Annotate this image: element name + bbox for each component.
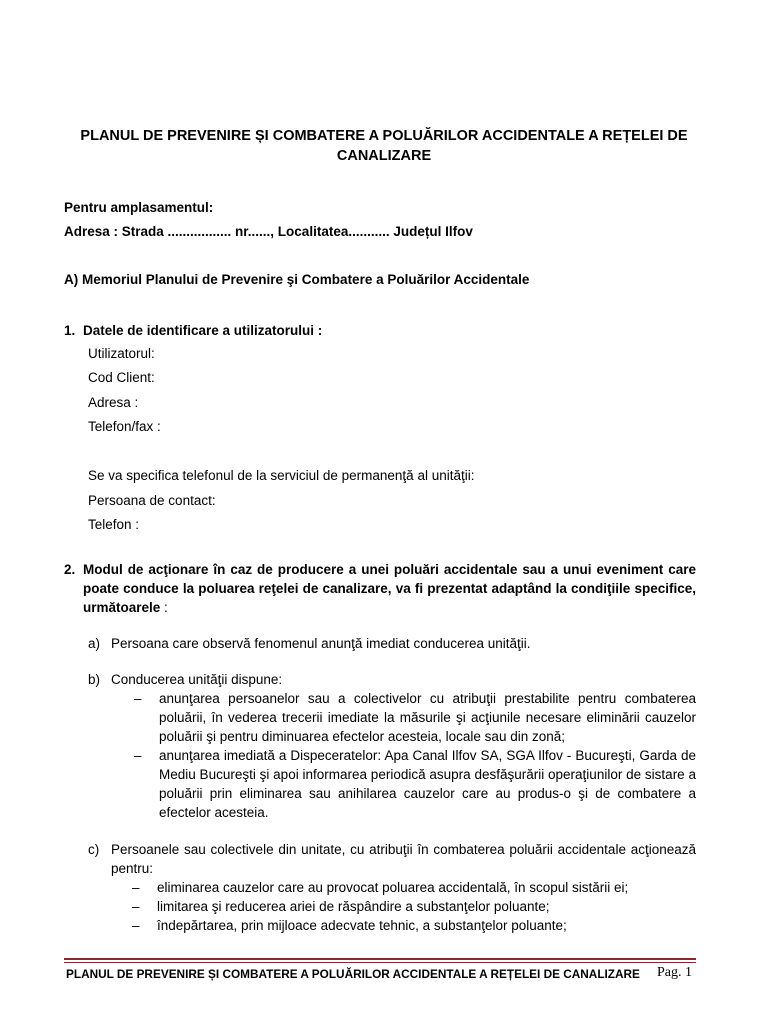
item-c-bullet-3-text: îndepărtarea, prin mijloace adecvate tehnic, a substanţelor poluante; xyxy=(157,918,567,933)
bullet-marker: – xyxy=(132,880,140,895)
document-title: PLANUL DE PREVENIRE ȘI COMBATERE A POLUĂRILOR ACCIDENTALE A REȚELEI DE CANALIZARE xyxy=(80,128,688,164)
field-contact-person: Persoana de contact: xyxy=(88,493,216,508)
item-c-bullet-2 xyxy=(132,897,694,916)
address-line: Adresa : Strada ................. nr......, Localitatea........... Județul Ilfov xyxy=(64,224,473,239)
bullet-marker: – xyxy=(132,899,140,914)
bullet-marker: – xyxy=(134,748,142,763)
footer-title: PLANUL DE PREVENIRE ȘI COMBATERE A POLUĂRILOR ACCIDENTALE A REȚELEI DE CANALIZARE xyxy=(66,967,640,981)
section-1-heading xyxy=(64,321,696,340)
section-a-heading: A) Memoriul Planului de Prevenire şi Combatere a Poluărilor Accidentale xyxy=(64,272,530,287)
page-number: Pag. 1 xyxy=(657,965,692,980)
item-c-bullet-2-text: limitarea şi reducerea ariei de răspândire a substanţelor poluante; xyxy=(157,899,550,914)
page-footer xyxy=(66,965,696,983)
section-2-number: 2. xyxy=(64,562,76,577)
item-a xyxy=(88,634,696,653)
section-1-number: 1. xyxy=(64,323,76,338)
section-1-heading-text: Datele de identificare a utilizatorului : xyxy=(83,323,323,338)
field-utilizatorul: Utilizatorul: xyxy=(88,346,155,361)
item-c xyxy=(88,840,696,878)
section-2-heading xyxy=(64,560,696,617)
item-b-bullet-1-text: anunţarea persoanelor sau a colectivelor cu atribuţii prestabilite pentru combaterea poluării, în vederea trecerii imediate la măsurile şi acţiunile necesare eliminării cauzelor poluării şi pentru diminuarea efectelor acesteia, locale sau din zonă; xyxy=(159,691,696,744)
item-c-text: Persoanele sau colectivele din unitate, cu atribuţii în combaterea poluării accidentale acţionează pentru: xyxy=(111,842,696,876)
item-b xyxy=(88,670,696,689)
permanent-phone-note: Se va specifica telefonul de la serviciul de permanenţă al unităţii: xyxy=(88,468,475,483)
footer-rule-thick xyxy=(64,958,696,960)
field-contact-phone: Telefon : xyxy=(88,517,140,532)
bullet-marker: – xyxy=(132,918,140,933)
field-telefon-fax: Telefon/fax : xyxy=(88,419,161,434)
section-2-heading-body: Modul de acţionare în caz de producere a unei poluări accidentale sau a unui eveniment care poate conduce la poluarea reţelei de canalizare, va fi prezentat adaptând la condiţiile specifice, următoarele xyxy=(83,562,696,615)
item-b-bullet-2 xyxy=(134,746,696,822)
item-b-bullet-1 xyxy=(134,689,696,746)
location-label: Pentru amplasamentul: xyxy=(64,200,214,215)
field-cod-client: Cod Client: xyxy=(88,370,155,385)
section-2-heading-text xyxy=(83,560,696,617)
item-b-bullet-2-text: anunţarea imediată a Dispeceratelor: Apa Canal Ilfov SA, SGA Ilfov - Bucureşti, Garda de Mediu Bucureşti şi apoi informarea periodică asupra desfăşurării operaţiunilor de sistare a poluării prin eliminarea sau anihilarea cauzelor care au produs-o şi de combatere a efectelor acesteia. xyxy=(159,748,696,820)
footer-rule-thin xyxy=(64,962,696,963)
item-a-label: a) xyxy=(88,636,101,651)
item-c-bullet-1 xyxy=(132,878,694,897)
item-b-label: b) xyxy=(88,672,101,687)
item-b-text: Conducerea unităţii dispune: xyxy=(111,672,283,687)
item-a-text: Persoana care observă fenomenul anunţă imediat conducerea unităţii. xyxy=(111,636,531,651)
field-adresa: Adresa : xyxy=(88,395,139,410)
item-c-bullet-1-text: eliminarea cauzelor care au provocat poluarea accidentală, în scopul sistării ei; xyxy=(157,880,629,895)
section-2-heading-tail: : xyxy=(160,600,168,615)
item-c-bullet-3 xyxy=(132,916,694,935)
bullet-marker: – xyxy=(134,691,142,706)
item-c-label: c) xyxy=(88,842,100,857)
